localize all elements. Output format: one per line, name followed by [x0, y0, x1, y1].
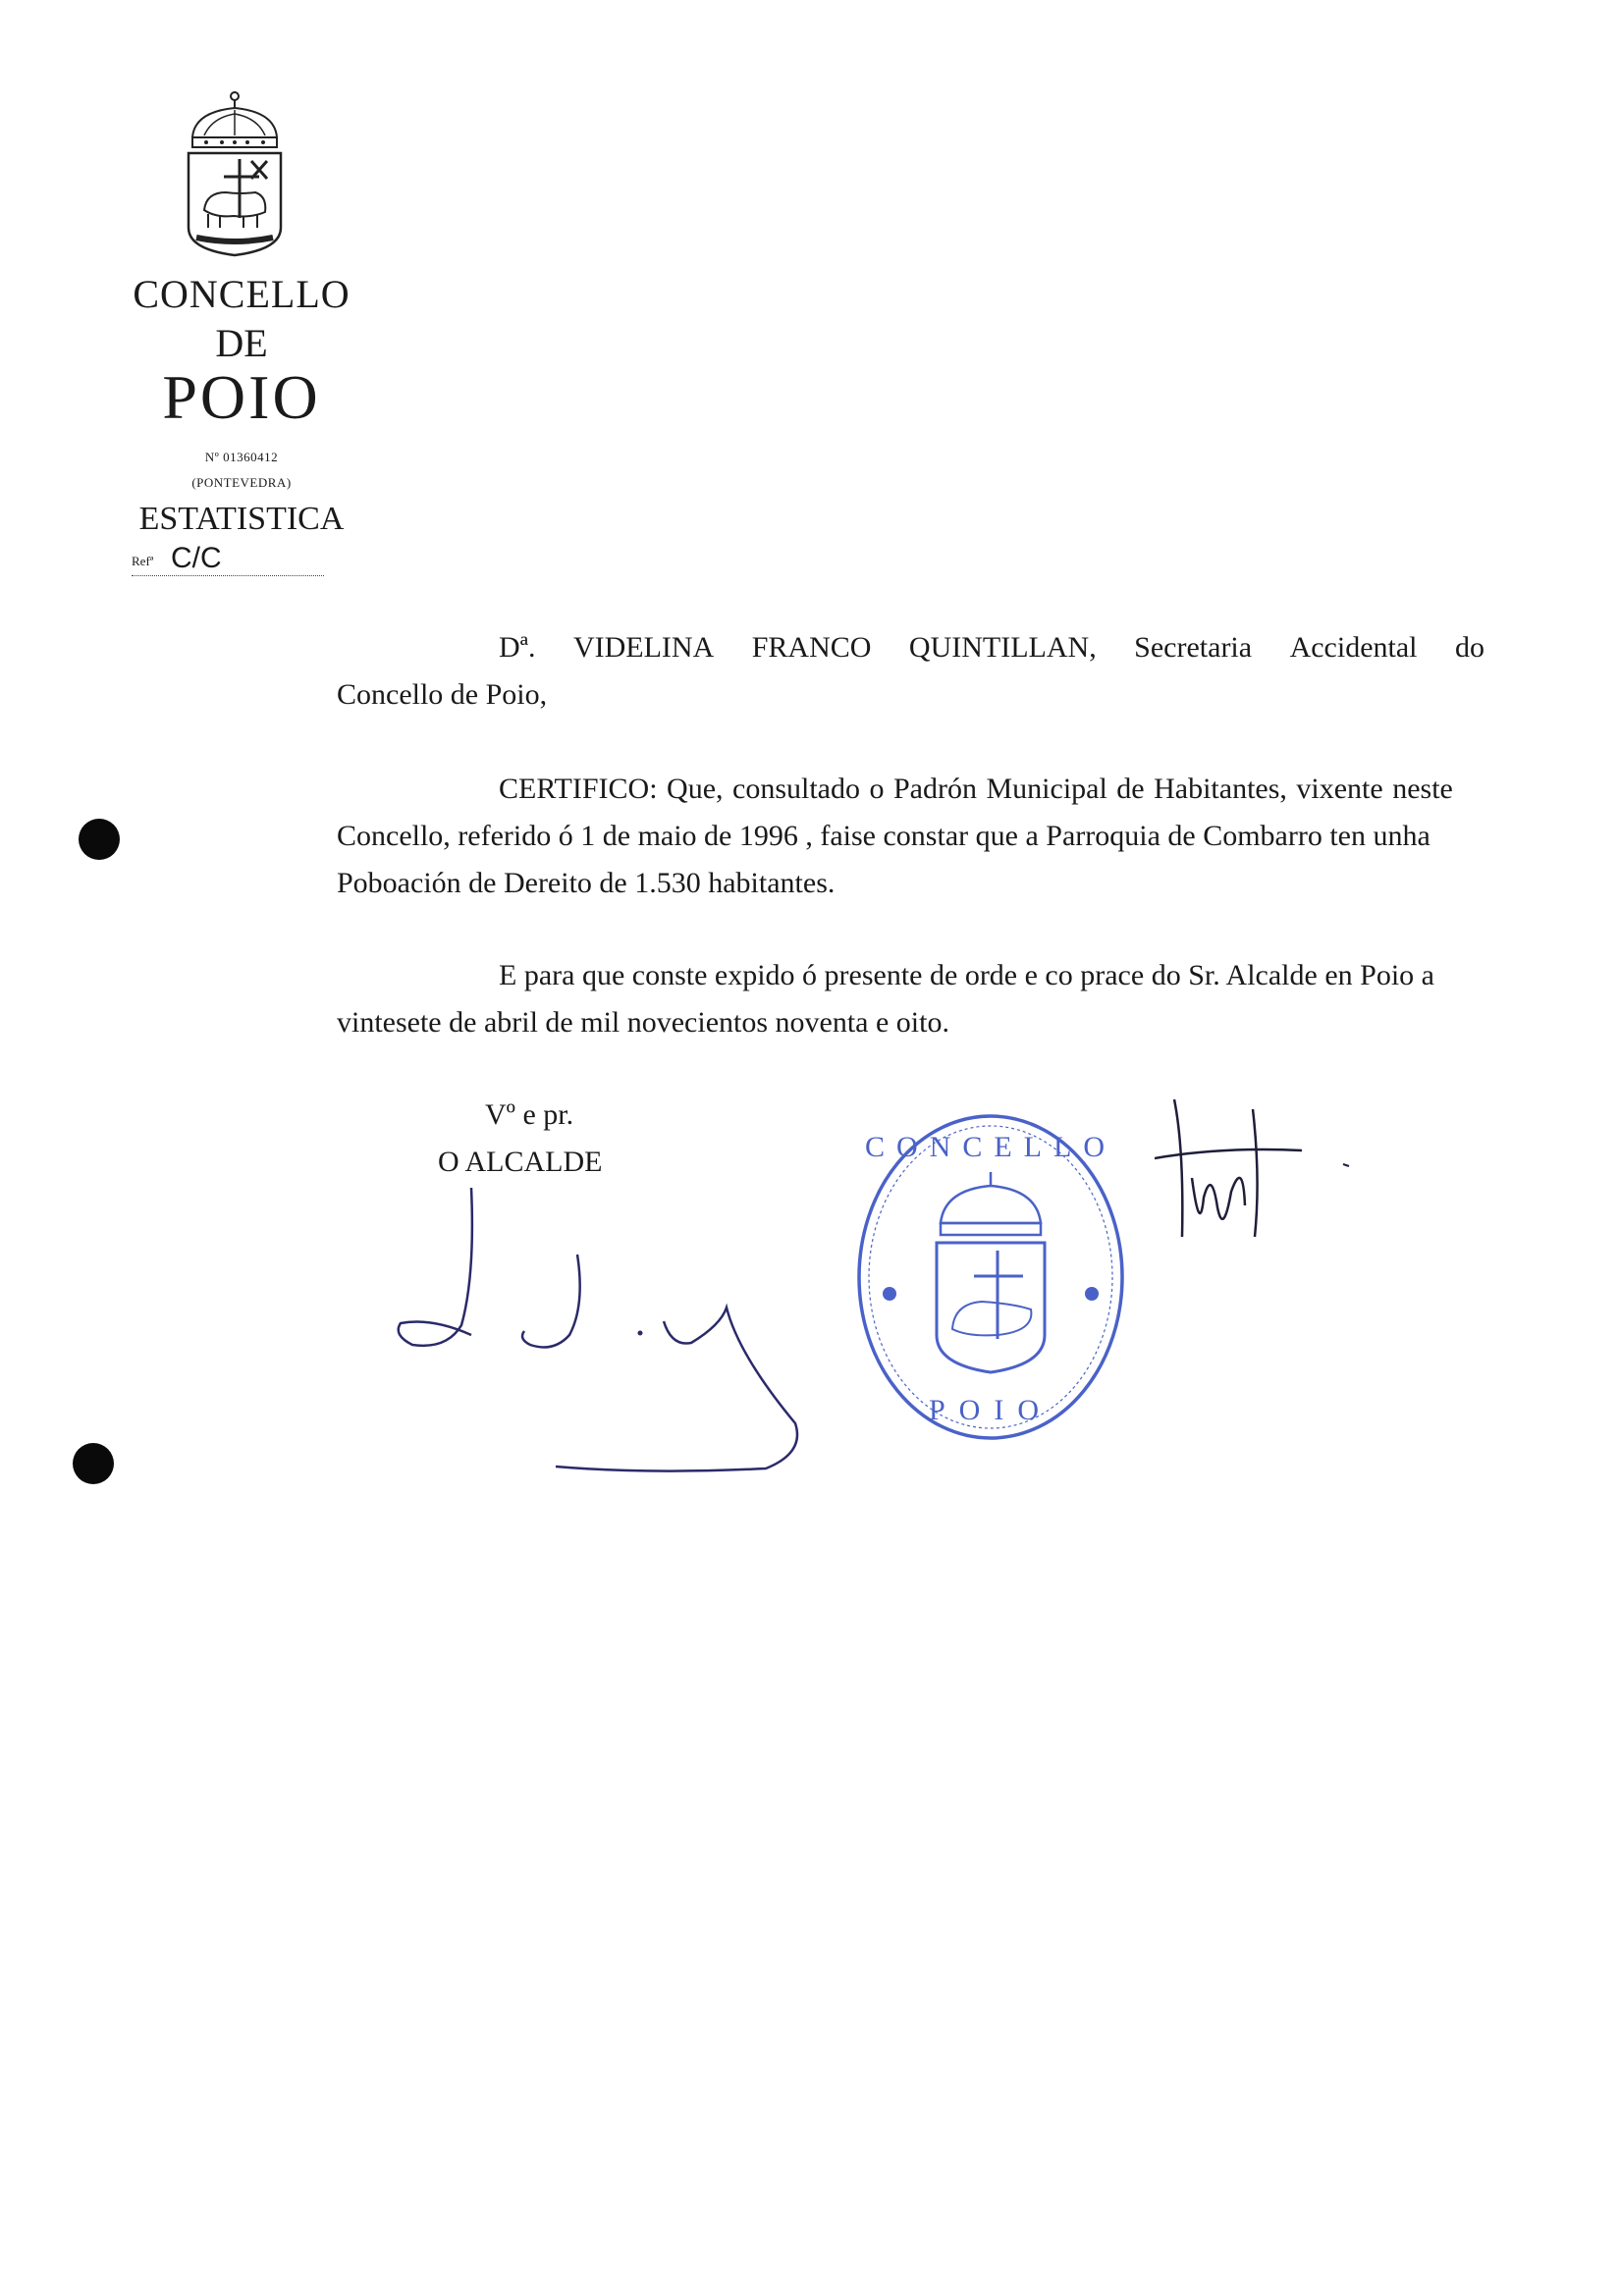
intro-word: Accidental — [1289, 631, 1418, 664]
stamp-text-top: CONCELLO — [865, 1131, 1116, 1163]
certification-line-3: Poboación de Dereito de 1.530 habitantes. — [337, 867, 836, 899]
intro-word: do — [1455, 631, 1484, 664]
intro-line-1 — [499, 624, 1484, 671]
reference-field — [132, 542, 324, 576]
mayor-signature — [393, 1188, 825, 1482]
closing-line-2: vintesete de abril de mil novecientos noventa e oito. — [337, 1006, 949, 1039]
letterhead-province: (PONTEVEDRA) — [191, 475, 292, 490]
letterhead-poio: POIO — [162, 362, 321, 432]
intro-line-2: Concello de Poio, — [337, 678, 548, 711]
mayor-title: O ALCALDE — [438, 1146, 603, 1178]
closing-line-1: E para que conste expido ó presente de orde e co prace do Sr. Alcalde en Poio a — [499, 959, 1434, 991]
stamp-text-bottom: POIO — [928, 1394, 1053, 1426]
intro-word: Dª. — [499, 631, 536, 664]
certification-line-1 — [499, 766, 1500, 813]
certification-text-1: CERTIFICO: Que, consultado o Padrón Municipal de Habitantes, vixente neste — [499, 773, 1453, 805]
coat-of-arms-icon — [183, 90, 287, 259]
certification-line-2: Concello, referido ó 1 de maio de 1996 , faise constar que a Parroquia de Combarro ten unha — [337, 820, 1430, 852]
letterhead-de: DE — [215, 321, 268, 365]
punch-hole — [73, 1443, 114, 1484]
letterhead-number: Nº 01360412 — [204, 450, 279, 464]
punch-hole — [79, 819, 120, 860]
secretary-signature — [1155, 1090, 1371, 1286]
reference-label: Refª — [132, 554, 154, 568]
department-label: ESTATISTICA — [138, 501, 345, 537]
approval-text: Vº e pr. — [485, 1098, 574, 1131]
intro-word: QUINTILLAN, — [908, 631, 1097, 664]
municipal-stamp — [850, 1107, 1131, 1447]
intro-word: VIDELINA — [572, 631, 715, 664]
letterhead-concello: CONCELLO — [133, 272, 351, 316]
intro-word: FRANCO — [751, 631, 872, 664]
reference-value: C/C — [171, 542, 222, 574]
intro-word: Secretaria — [1134, 631, 1253, 664]
